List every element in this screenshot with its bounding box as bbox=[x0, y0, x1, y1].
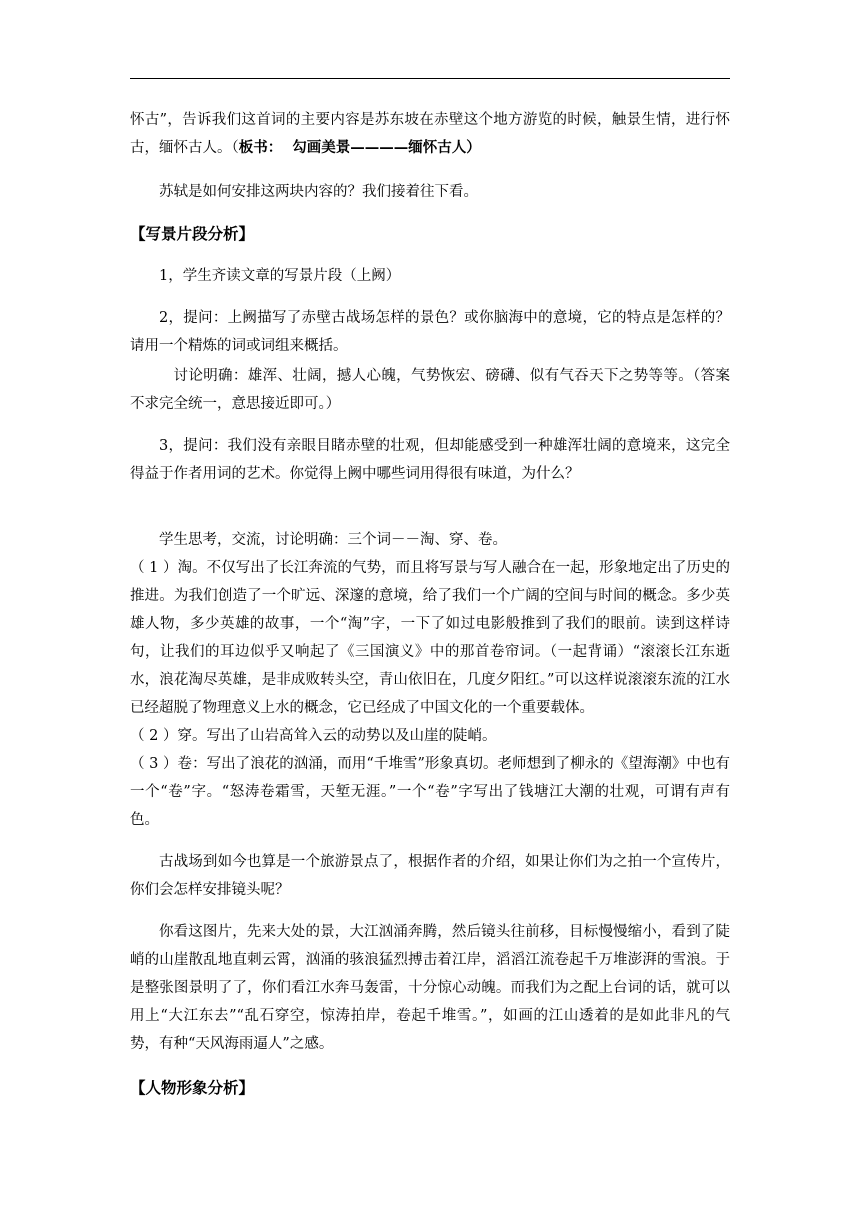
document-body bbox=[130, 106, 730, 1102]
header-rule bbox=[130, 78, 730, 79]
intro-paragraph bbox=[130, 106, 730, 162]
step-2: 2，提问：上阙描写了赤壁古战场怎样的景色？或你脑海中的意境，它的特点是怎样的？请用一个精炼的词或词组来概括。 bbox=[130, 310, 730, 354]
section-heading-scenery: 【写景片段分析】 bbox=[130, 224, 255, 243]
promo-question: 古战场到如今也算是一个旅游景点了，根据作者的介绍，如果让你们为之拍一个宣传片，你们会怎样安排镜头呢？ bbox=[130, 854, 730, 898]
discussion-paragraph: 讨论明确：雄浑、壮阔，撼人心魄，气势恢宏、磅礴、似有气吞天下之势等等。（答案不求完全统一，意思接近即可。） bbox=[130, 368, 730, 412]
section-heading-character: 【人物形象分析】 bbox=[130, 1078, 255, 1097]
board-content: 勾画美景————缅怀古人） bbox=[292, 139, 481, 156]
picture-paragraph: 你看这图片，先来大处的景，大江汹涌奔腾，然后镜头往前移，目标慢慢缩小，看到了陡峭的山崖散乱地直刺云霄，汹涌的骇浪猛烈搏击着江岸，滔滔江流卷起千万堆澎湃的雪浪。于是整张图景明了了，你们看江水奔马轰雷，十分惊心动魄。而我们为之配上台词的话，就可以用上“大江东去”“乱石穿空，惊涛拍岸，卷起千堆雪。”，如画的江山透着的是如此非凡的气势，有种“天风海雨逼人”之感。 bbox=[130, 924, 730, 1052]
list-item-3: （ 3 ）卷：写出了浪花的汹涌，而用“千堆雪”形象真切。老师想到了柳永的《望海潮》中也有一个“卷”字。“怒涛卷霜雪，天堑无涯。”一个“卷”字写出了钱塘江大潮的壮观，可谓有声有色。 bbox=[130, 756, 730, 828]
intro-text: 怀古”，告诉我们这首词的主要内容是苏东坡在赤壁这个地方游览的时候，触景生情，进行怀古，缅怀古人。（ bbox=[130, 112, 730, 156]
transition-question: 苏轼是如何安排这两块内容的？我们接着往下看。 bbox=[159, 184, 478, 200]
step-3: 3，提问：我们没有亲眼目睹赤壁的壮观，但却能感受到一种雄浑壮阔的意境来，这完全得益于作者用词的艺术。你觉得上阙中哪些词用得很有味道，为什么？ bbox=[130, 438, 730, 482]
step-1: 1，学生齐读文章的写景片段（上阙） bbox=[159, 268, 401, 284]
list-item-1: （ 1 ）淘。不仅写出了长江奔流的气势，而且将写景与写人融合在一起，形象地定出了历史的推进。为我们创造了一个旷远、深邃的意境，给了我们一个广阔的空间与时间的概念。多少英雄人物，多少英雄的故事，一个“淘”字，一下了如过电影般推到了我们的眼前。读到这样诗句，让我们的耳边似乎又响起了《三国演义》中的那首卷帘词。（一起背诵）“滚滚长江东逝水，浪花淘尽英雄，是非成败转头空，青山依旧在，几度夕阳红。”可以这样说滚滚东流的江水已经超脱了物理意义上水的概念，它已经成了中国文化的一个重要载体。 bbox=[130, 560, 730, 716]
board-label: 板书： bbox=[238, 139, 283, 156]
student-discussion: 学生思考，交流，讨论明确：三个词－－淘、穿、卷。 bbox=[159, 532, 507, 548]
list-item-2: （ 2 ）穿。写出了山岩高耸入云的动势以及山崖的陡峭。 bbox=[130, 728, 497, 744]
